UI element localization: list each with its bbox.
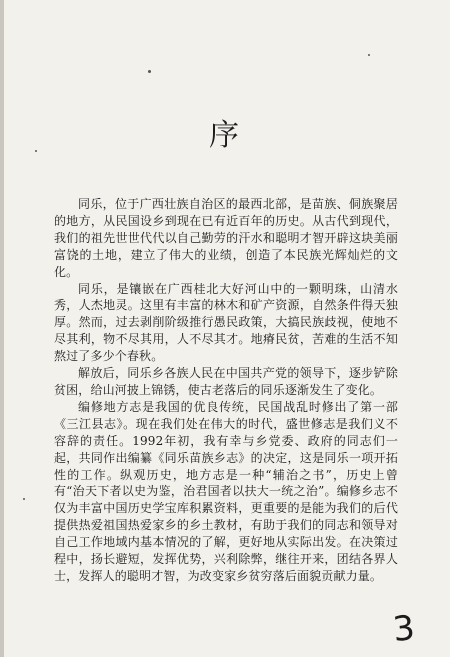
scan-speck bbox=[368, 54, 370, 56]
scan-speck bbox=[35, 150, 37, 152]
paragraph: 编修地方志是我国的优良传统，民国战乱时修出了第一部《三江县志》。现在我们处在伟大的时代，盛世修志是我们义不容辞的责任。1992年初，我有幸与乡党委、政府的同志们一起，共同作出编纂《同乐苗族乡志》的决定，这是同乐一项开拓性的工作。纵观历史，地方志是一种“辅治之书”，历史上曾有“治天下者以史为鉴，治君国者以扶大一统之治”。编修乡志不仅为丰富中国历史学宝库积累资料，更重要的是能为我们的后代提供热爱祖国热爱家乡的乡土教材，有助于我们的同志和领导对自己工作地域内基本情况的了解，更好地从实际出发。在决策过程中，扬长避短，发挥优势，兴利除弊，继往开来，团结各界人士，发挥人的聪明才智，为改变家乡贫穷落后面貌贡献力量。 bbox=[54, 399, 398, 583]
paragraph: 同乐，是镶嵌在广西桂北大好河山中的一颗明珠，山清水秀，人杰地灵。这里有丰富的林木和矿产资源，自然条件得天独厚。然而，过去剥削阶级推行愚民政策，大搞民族歧视，使地不尽其利，物不尽其用，人不尽其才。地瘠民贫，苦难的生活不知熬过了多少个春秋。 bbox=[54, 281, 398, 364]
scan-edge bbox=[0, 0, 4, 657]
scan-speck bbox=[23, 498, 25, 500]
paragraph: 解放后，同乐乡各族人民在中国共产党的领导下，逐步铲除贫困，给山河披上锦锈，使古老落后的同乐逐渐发生了变化。 bbox=[54, 366, 398, 397]
page-title: 序 bbox=[209, 118, 241, 153]
body-text bbox=[54, 196, 398, 585]
handwritten-page-number: 3 bbox=[390, 607, 417, 651]
scan-speck bbox=[148, 70, 151, 73]
paragraph: 同乐，位于广西壮族自治区的最西北部，是苗族、侗族聚居的地方，从民国设乡到现在已有近百年的历史。从古代到现代，我们的祖先世世代代以自己勤劳的汗水和聪明才智开辟这块美丽富饶的土地，建立了伟大的业绩，创造了本民族光辉灿烂的文化。 bbox=[54, 197, 398, 279]
